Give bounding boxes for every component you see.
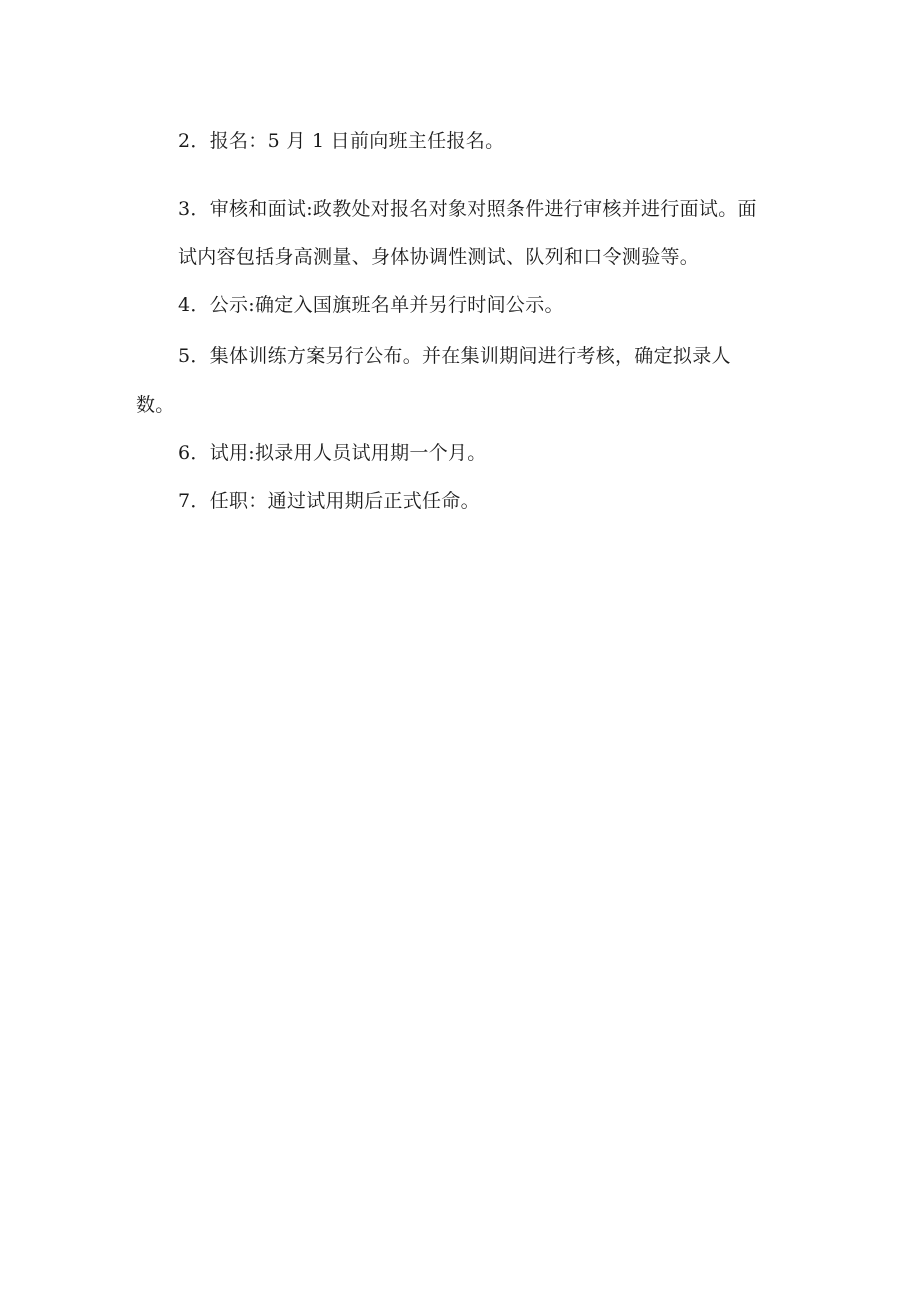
item-number: 6: [178, 442, 191, 464]
list-item-2: [178, 129, 504, 153]
item-text: ．集体训练方案另行公布。并在集训期间进行考核，确定拟录人: [190, 345, 731, 367]
item-text: ．试用:拟录用人员试用期一个月。: [190, 442, 487, 464]
item-text: 试内容包括身高测量、身体协调性测试、队列和口令测验等。: [178, 246, 700, 268]
item-text: ．报名：5 月 1 日前向班主任报名。: [190, 130, 505, 152]
list-item-5: [178, 344, 731, 368]
list-item-5-continuation: [136, 393, 175, 417]
item-text: 数。: [136, 394, 175, 416]
list-item-3-continuation: [178, 245, 699, 269]
item-number: 4: [178, 294, 191, 316]
list-item-7: [178, 489, 480, 513]
item-text: ．任职：通过试用期后正式任命。: [190, 490, 480, 512]
item-number: 5: [178, 345, 191, 367]
list-item-3: [178, 197, 757, 221]
item-number: 7: [178, 490, 191, 512]
item-number: 3: [178, 198, 191, 220]
list-item-4: [178, 293, 564, 317]
item-text: ．公示:确定入国旗班名单并另行时间公示。: [190, 294, 564, 316]
list-item-6: [178, 441, 487, 465]
item-number: 2: [178, 130, 191, 152]
item-text: ．审核和面试:政教处对报名对象对照条件进行审核并进行面试。面: [190, 198, 757, 220]
